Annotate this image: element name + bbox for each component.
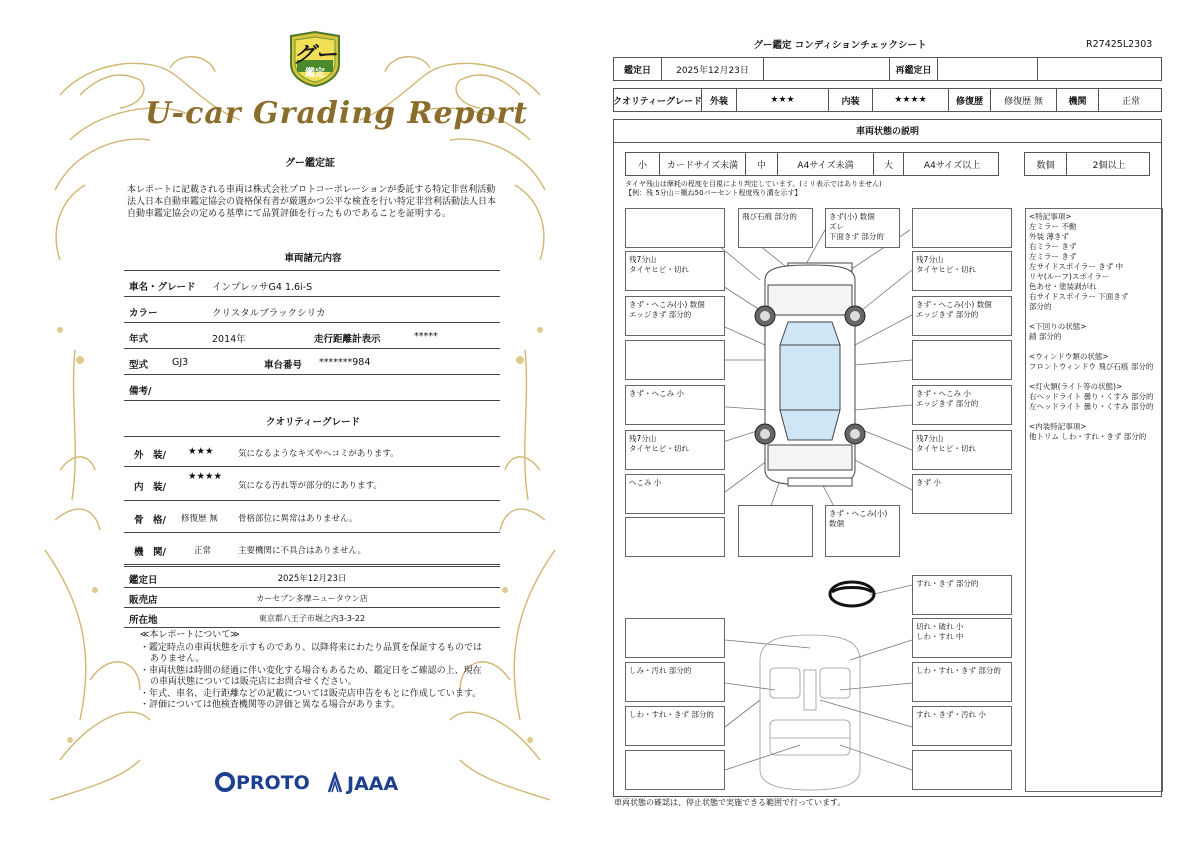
jaaa-logo-text: JAAA	[347, 773, 399, 795]
report-script-title: U-car Grading Report	[145, 96, 529, 131]
inspect-label: 鑑定日	[129, 575, 158, 586]
spec-label: 備考/	[129, 386, 152, 397]
condition-box	[912, 340, 1012, 380]
note-line: フロントウィンドウ 飛び石痕 部分的	[1029, 362, 1154, 371]
note-line: 色あせ・塗装剥がれ	[1029, 282, 1097, 291]
notes-group-lights	[1029, 382, 1159, 412]
interior-label: 内装	[829, 89, 873, 111]
interior-box	[912, 750, 1012, 790]
tire-box: 残7分山 タイヤヒビ・切れ	[625, 251, 725, 291]
condition-box	[625, 340, 725, 380]
inspect-label: 販売店	[129, 595, 158, 606]
interior-box: すれ・きず・汚れ 小	[912, 706, 1012, 746]
size-mid-desc: A4サイズ未満	[778, 153, 874, 175]
quality-text: 主要機関に不具合はありません。	[238, 546, 367, 556]
condition-box: きず・へこみ 小 エッジきず 部分的	[912, 385, 1012, 425]
engine-value: 正常	[194, 546, 212, 556]
spec-row-remarks	[124, 375, 500, 401]
tire-box: 残7分山 タイヤヒビ・切れ	[912, 430, 1012, 470]
note-line: 部分的	[1029, 302, 1052, 311]
notes-group-interior	[1029, 422, 1159, 442]
note-line: 右ヘッドライト 曇り・くすみ 部分的	[1029, 392, 1154, 401]
empty-cell	[1038, 58, 1163, 80]
spec-label: 車台番号	[264, 360, 303, 371]
interior-box	[625, 618, 725, 658]
sheet-footnote: 車両状態の確認は、停止状態で実施できる範囲で行っています。	[614, 798, 846, 807]
inspect-date: 2025年12月23日	[277, 574, 347, 584]
note-line: 右サイドスポイラー 下面きず	[1029, 292, 1129, 301]
repair-label: 修復歴	[949, 89, 991, 111]
note-line: <内装特記事項>	[1029, 422, 1087, 431]
specs-title: 車両諸元内容	[284, 253, 342, 264]
tire-note-line: タイヤ残山は摩耗の程度を目視により判定しています。(ミリ表示ではありません)	[625, 180, 882, 188]
spec-value: クリスタルブラックシリカ	[212, 308, 326, 319]
inspect-row-shop	[124, 588, 500, 608]
condition-box: へこみ 小	[625, 474, 725, 514]
logos	[215, 770, 415, 798]
condition-title: 車両状態の説明	[613, 119, 1162, 143]
badge-sub: 鑑定	[305, 68, 325, 79]
note-line: 左ミラー きず	[1029, 252, 1077, 261]
reinspect-value	[938, 58, 1038, 80]
quality-row-exterior	[124, 437, 500, 467]
quality-row	[613, 88, 1162, 112]
exterior-stars: ★★★	[188, 446, 214, 457]
quality-row-engine	[124, 533, 500, 565]
cert-body: 本レポートに記載される車両は株式会社プロトコーポレーションが委託する特定非営利活動法人日本自動車鑑定協会の資格保有者が厳選かつ公平な検査を行い特定非営利活動法人日本自動車鑑定協会の定める基準にて品質評価を行ったものであることを証明する。	[127, 185, 497, 219]
proto-logo	[215, 772, 310, 794]
quality-text: 気になる汚れ等が部分的にあります。	[238, 481, 382, 491]
spec-label: 年式	[129, 334, 149, 345]
special-notes	[1025, 208, 1163, 792]
condition-box: 飛び石痕 部分的	[738, 208, 813, 248]
tire-box: 残7分山 タイヤヒビ・切れ	[912, 251, 1012, 291]
note-line: リヤ(ルーフ)スポイラー	[1029, 272, 1110, 281]
sheet-title: グー鑑定 コンディションチェックシート	[753, 40, 927, 51]
quality-label: 骨 格/	[134, 515, 166, 526]
condition-box: きず(小) 数個 ズレ 下面きず 部分的	[825, 208, 900, 248]
quality-title: クオリティーグレード	[265, 417, 361, 428]
frame-value: 修復歴 無	[181, 514, 218, 524]
empty-cell	[764, 58, 890, 80]
note-item: ・年式、車名、走行距離などの記載については販売店申告をもとに作成しています。	[140, 688, 482, 699]
note-line: 左サイドスポイラー きず 中	[1029, 262, 1124, 271]
jaaa-logo	[327, 772, 398, 795]
report-notes	[140, 630, 490, 712]
repair-value: 修復歴 無	[991, 89, 1057, 111]
condition-box	[625, 517, 725, 557]
note-line: <ウィンドウ類の状態>	[1029, 352, 1109, 361]
note-line: <特記事項>	[1029, 212, 1072, 221]
condition-check-sheet	[600, 0, 1200, 848]
notes-group-underbody	[1029, 322, 1159, 342]
inspect-row-date	[124, 567, 500, 588]
proto-mark-icon	[215, 772, 235, 792]
goo-badge	[287, 30, 343, 88]
tire-box: 残7分山 タイヤヒビ・切れ	[625, 430, 725, 470]
count-label: 数個	[1025, 153, 1067, 175]
cert-title: グー鑑定証	[285, 158, 335, 169]
condition-box: きず・へこみ(小) 数個 エッジきず 部分的	[912, 296, 1012, 336]
quality-label: 機 関/	[134, 547, 166, 558]
size-legend	[625, 152, 999, 176]
engine-label: 機関	[1057, 89, 1099, 111]
spec-value: GJ3	[172, 357, 189, 368]
quality-text: 骨格部位に異常はありません。	[238, 514, 358, 524]
size-small-desc: カードサイズ未満	[660, 153, 746, 175]
note-line: 右ミラー きず	[1029, 242, 1077, 251]
interior-box	[625, 750, 725, 790]
interior-box: しみ・汚れ 部分的	[625, 662, 725, 702]
spec-label: 型式	[129, 360, 149, 371]
size-small: 小	[626, 153, 660, 175]
spec-label: 車名・グレード	[129, 282, 196, 293]
note-line: <灯火類(ライト等の状態)>	[1029, 382, 1123, 391]
note-item: ・鑑定時点の車両状態を示すものであり、以降将来にわたり品質を保証するものではありません。	[140, 642, 483, 664]
note-line: 左ミラー 不動	[1029, 222, 1077, 231]
quality-text: 気になるようなキズやヘコミがあります。	[238, 449, 399, 459]
spec-value: 2014年	[212, 334, 246, 345]
spec-row-color	[124, 297, 500, 323]
note-item: ・車両状態は時間の経過に伴い変化する場合もあるため、鑑定日をご確認の上、現在の車両状態については販売店にお問合せください。	[140, 665, 482, 687]
condition-box: きず 小	[912, 474, 1012, 514]
quality-row-frame	[124, 501, 500, 533]
date-row	[613, 57, 1162, 81]
note-line: 左ヘッドライト 曇り・くすみ 部分的	[1029, 402, 1154, 411]
notes-group-window	[1029, 352, 1159, 372]
spec-row-name	[124, 271, 500, 297]
condition-box	[912, 208, 1012, 248]
shop-address: 東京都八王子市堀之内3-3-22	[258, 614, 366, 623]
count-legend	[1024, 152, 1150, 176]
note-line: 外装 薄きず	[1029, 232, 1069, 241]
count-desc: 2個以上	[1092, 160, 1126, 171]
quality-label: クオリティーグレード	[614, 89, 702, 111]
condition-box: きず・へこみ(小) 数個	[825, 505, 900, 557]
condition-box: きず・へこみ(小) 数個 エッジきず 部分的	[625, 296, 725, 336]
tire-note	[625, 180, 925, 198]
interior-box: しわ・すれ・きず 部分的	[625, 706, 725, 746]
engine-value: 正常	[1121, 96, 1140, 107]
notes-group-special	[1029, 212, 1159, 312]
note-item: ・評価については他検査機関等の評価と異なる場合があります。	[140, 700, 401, 710]
interior-box: すれ・きず 部分的	[912, 575, 1012, 615]
spec-value: インプレッサG4 1.6i-S	[212, 282, 313, 293]
spec-row-model	[124, 349, 500, 375]
inspect-label: 所在地	[129, 615, 158, 626]
size-mid: 中	[746, 153, 778, 175]
quality-label: 内 装/	[134, 482, 166, 493]
size-large: 大	[874, 153, 904, 175]
spec-row-year	[124, 323, 500, 349]
date-label: 鑑定日	[614, 58, 662, 80]
spec-value: *****	[414, 331, 438, 342]
interior-stars: ★★★★	[188, 471, 223, 482]
note-line: 他トリム しわ・すれ・きず 部分的	[1029, 432, 1147, 441]
condition-box	[738, 505, 813, 557]
jaaa-mark-icon	[327, 772, 343, 794]
proto-logo-text: PROTO	[236, 772, 310, 794]
quality-label: 外 装/	[134, 450, 166, 461]
tire-note-line: 【例：残 5分山＝概ね50パーセント程度残り溝を示す】	[625, 189, 802, 197]
exterior-stars: ★★★	[737, 89, 829, 111]
spec-value: *******984	[319, 357, 371, 368]
date-value: 2025年12月23日	[662, 58, 764, 80]
reinspect-label: 再鑑定日	[890, 58, 938, 80]
note-line: 錆 部分的	[1029, 332, 1062, 341]
condition-box	[625, 208, 725, 248]
note-line: <下回りの状態>	[1029, 322, 1087, 331]
exterior-label: 外装	[702, 89, 737, 111]
shop-name: カーセブン多摩ニュータウン店	[256, 594, 368, 603]
size-large-desc: A4サイズ以上	[923, 160, 981, 171]
interior-box: しわ・すれ・きず 部分的	[912, 662, 1012, 702]
inspect-row-address	[124, 608, 500, 628]
notes-title: ≪本レポートについて≫	[140, 630, 240, 640]
badge-text: グー	[292, 43, 337, 68]
interior-box: 切れ・破れ 小 しわ・すれ 中	[912, 618, 1012, 658]
sheet-code: R27425L2303	[1086, 39, 1153, 50]
spec-label: カラー	[129, 308, 158, 319]
interior-stars: ★★★★	[873, 89, 949, 111]
quality-row-interior	[124, 467, 500, 501]
spec-label: 走行距離計表示	[314, 334, 381, 345]
condition-box: きず・へこみ 小	[625, 385, 725, 425]
